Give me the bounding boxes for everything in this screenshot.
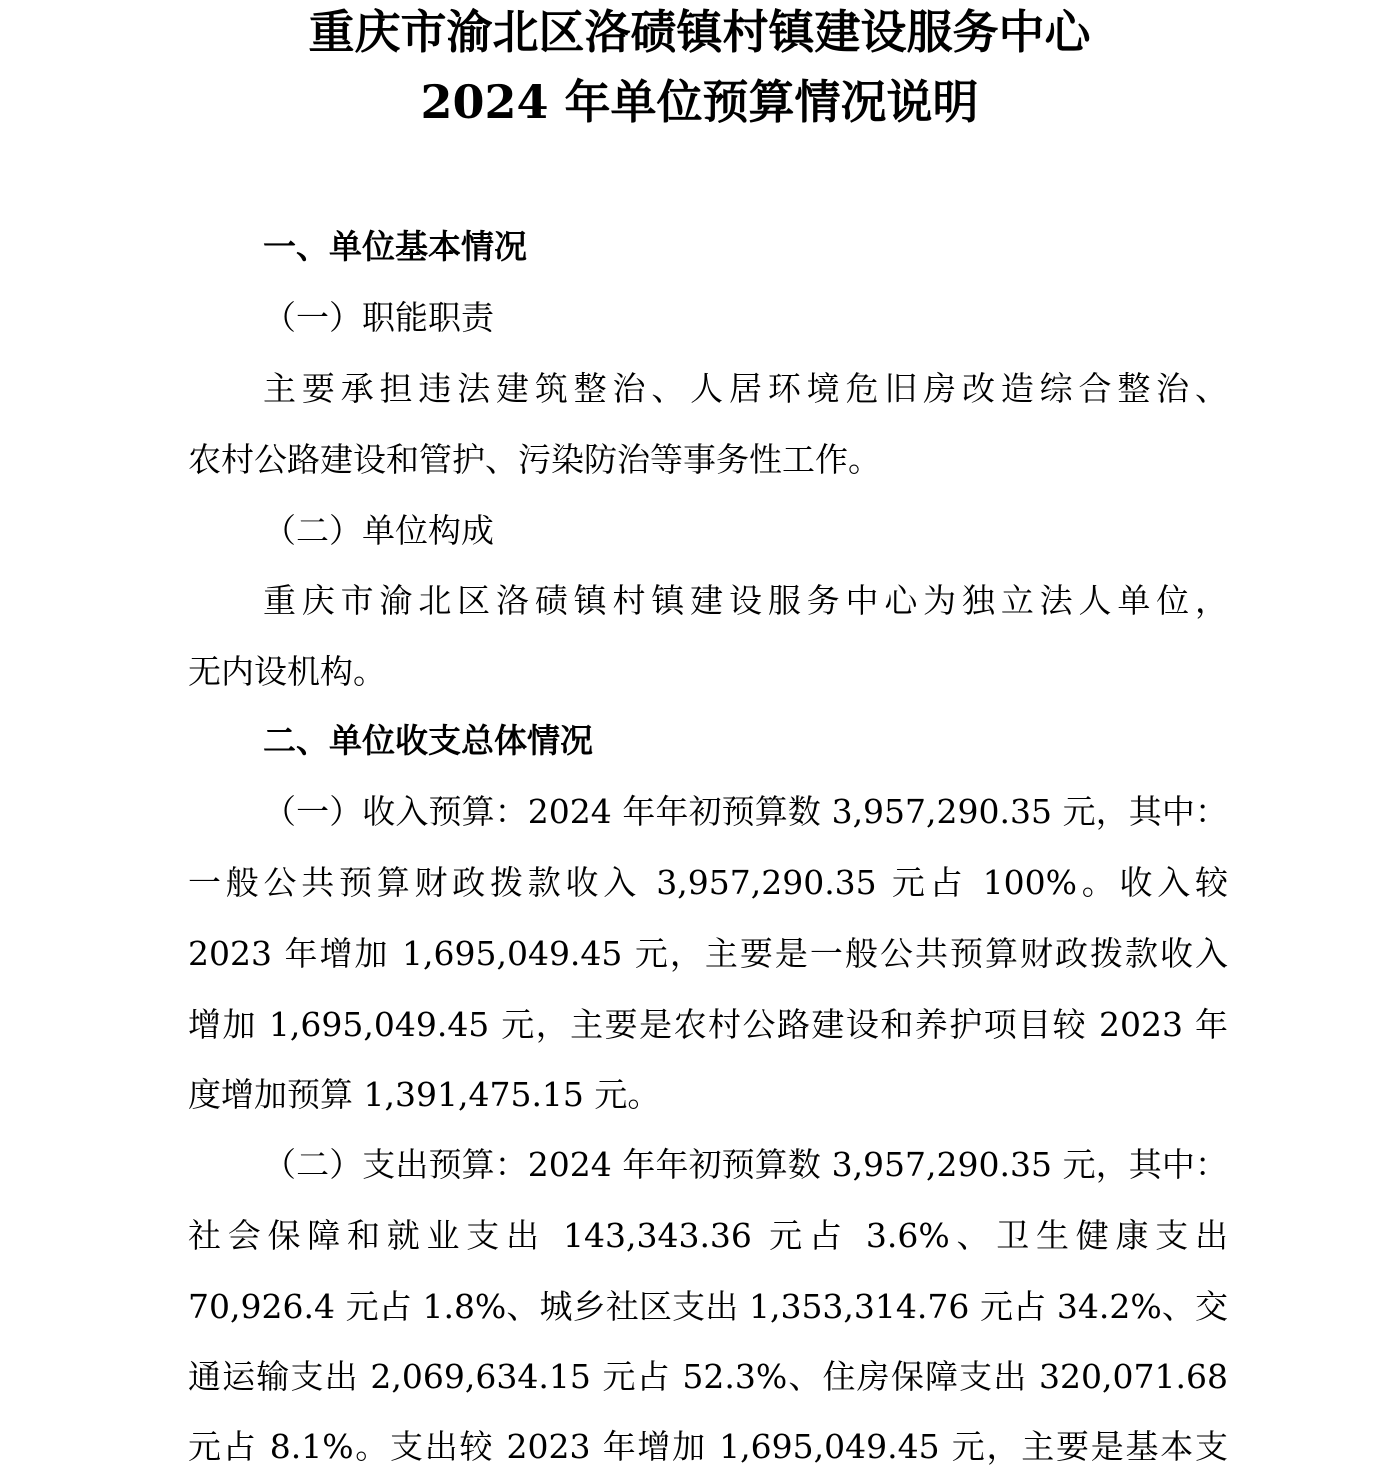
document-title-line-2: 2024 年单位预算情况说明 bbox=[420, 75, 979, 129]
subsection-heading-functions: （一）职能职责 bbox=[263, 298, 494, 337]
paragraph-line: 2023 年增加 1,695,049.45 元，主要是一般公共预算财政拨款收入 bbox=[188, 934, 1228, 973]
paragraph-line: 通运输支出 2,069,634.15 元占 52.3%、住房保障支出 320,071.68 bbox=[188, 1357, 1228, 1396]
paragraph-line: 一般公共预算财政拨款收入 3,957,290.35 元占 100%。收入较 bbox=[188, 863, 1228, 902]
paragraph-line: 度增加预算 1,391,475.15 元。 bbox=[188, 1075, 661, 1114]
document-title-line-1: 重庆市渝北区洛碛镇村镇建设服务中心 bbox=[308, 5, 1091, 59]
paragraph-line: 农村公路建设和管护、污染防治等事务性工作。 bbox=[188, 440, 881, 479]
paragraph-line: 增加 1,695,049.45 元，主要是农村公路建设和养护项目较 2023 年 bbox=[188, 1005, 1228, 1044]
paragraph-line: （一）收入预算：2024 年年初预算数 3,957,290.35 元，其中： bbox=[263, 792, 1228, 831]
paragraph-line: 社会保障和就业支出 143,343.36 元占 3.6%、卫生健康支出 bbox=[188, 1216, 1228, 1255]
paragraph-line: 无内设机构。 bbox=[188, 652, 386, 691]
subsection-heading-composition: （二）单位构成 bbox=[263, 511, 494, 550]
paragraph-line: 70,926.4 元占 1.8%、城乡社区支出 1,353,314.76 元占 34.2%、交 bbox=[188, 1287, 1228, 1326]
section-heading-basic-info: 一、单位基本情况 bbox=[263, 227, 527, 266]
paragraph-line: （二）支出预算：2024 年年初预算数 3,957,290.35 元，其中： bbox=[263, 1145, 1228, 1184]
paragraph-line: 元占 8.1%。支出较 2023 年增加 1,695,049.45 元，主要是基本支 bbox=[188, 1427, 1228, 1466]
paragraph-line: 重庆市渝北区洛碛镇村镇建设服务中心为独立法人单位， bbox=[263, 581, 1228, 620]
section-heading-revenue-expenditure: 二、单位收支总体情况 bbox=[263, 721, 593, 760]
paragraph-line: 主要承担违法建筑整治、人居环境危旧房改造综合整治、 bbox=[263, 369, 1228, 408]
